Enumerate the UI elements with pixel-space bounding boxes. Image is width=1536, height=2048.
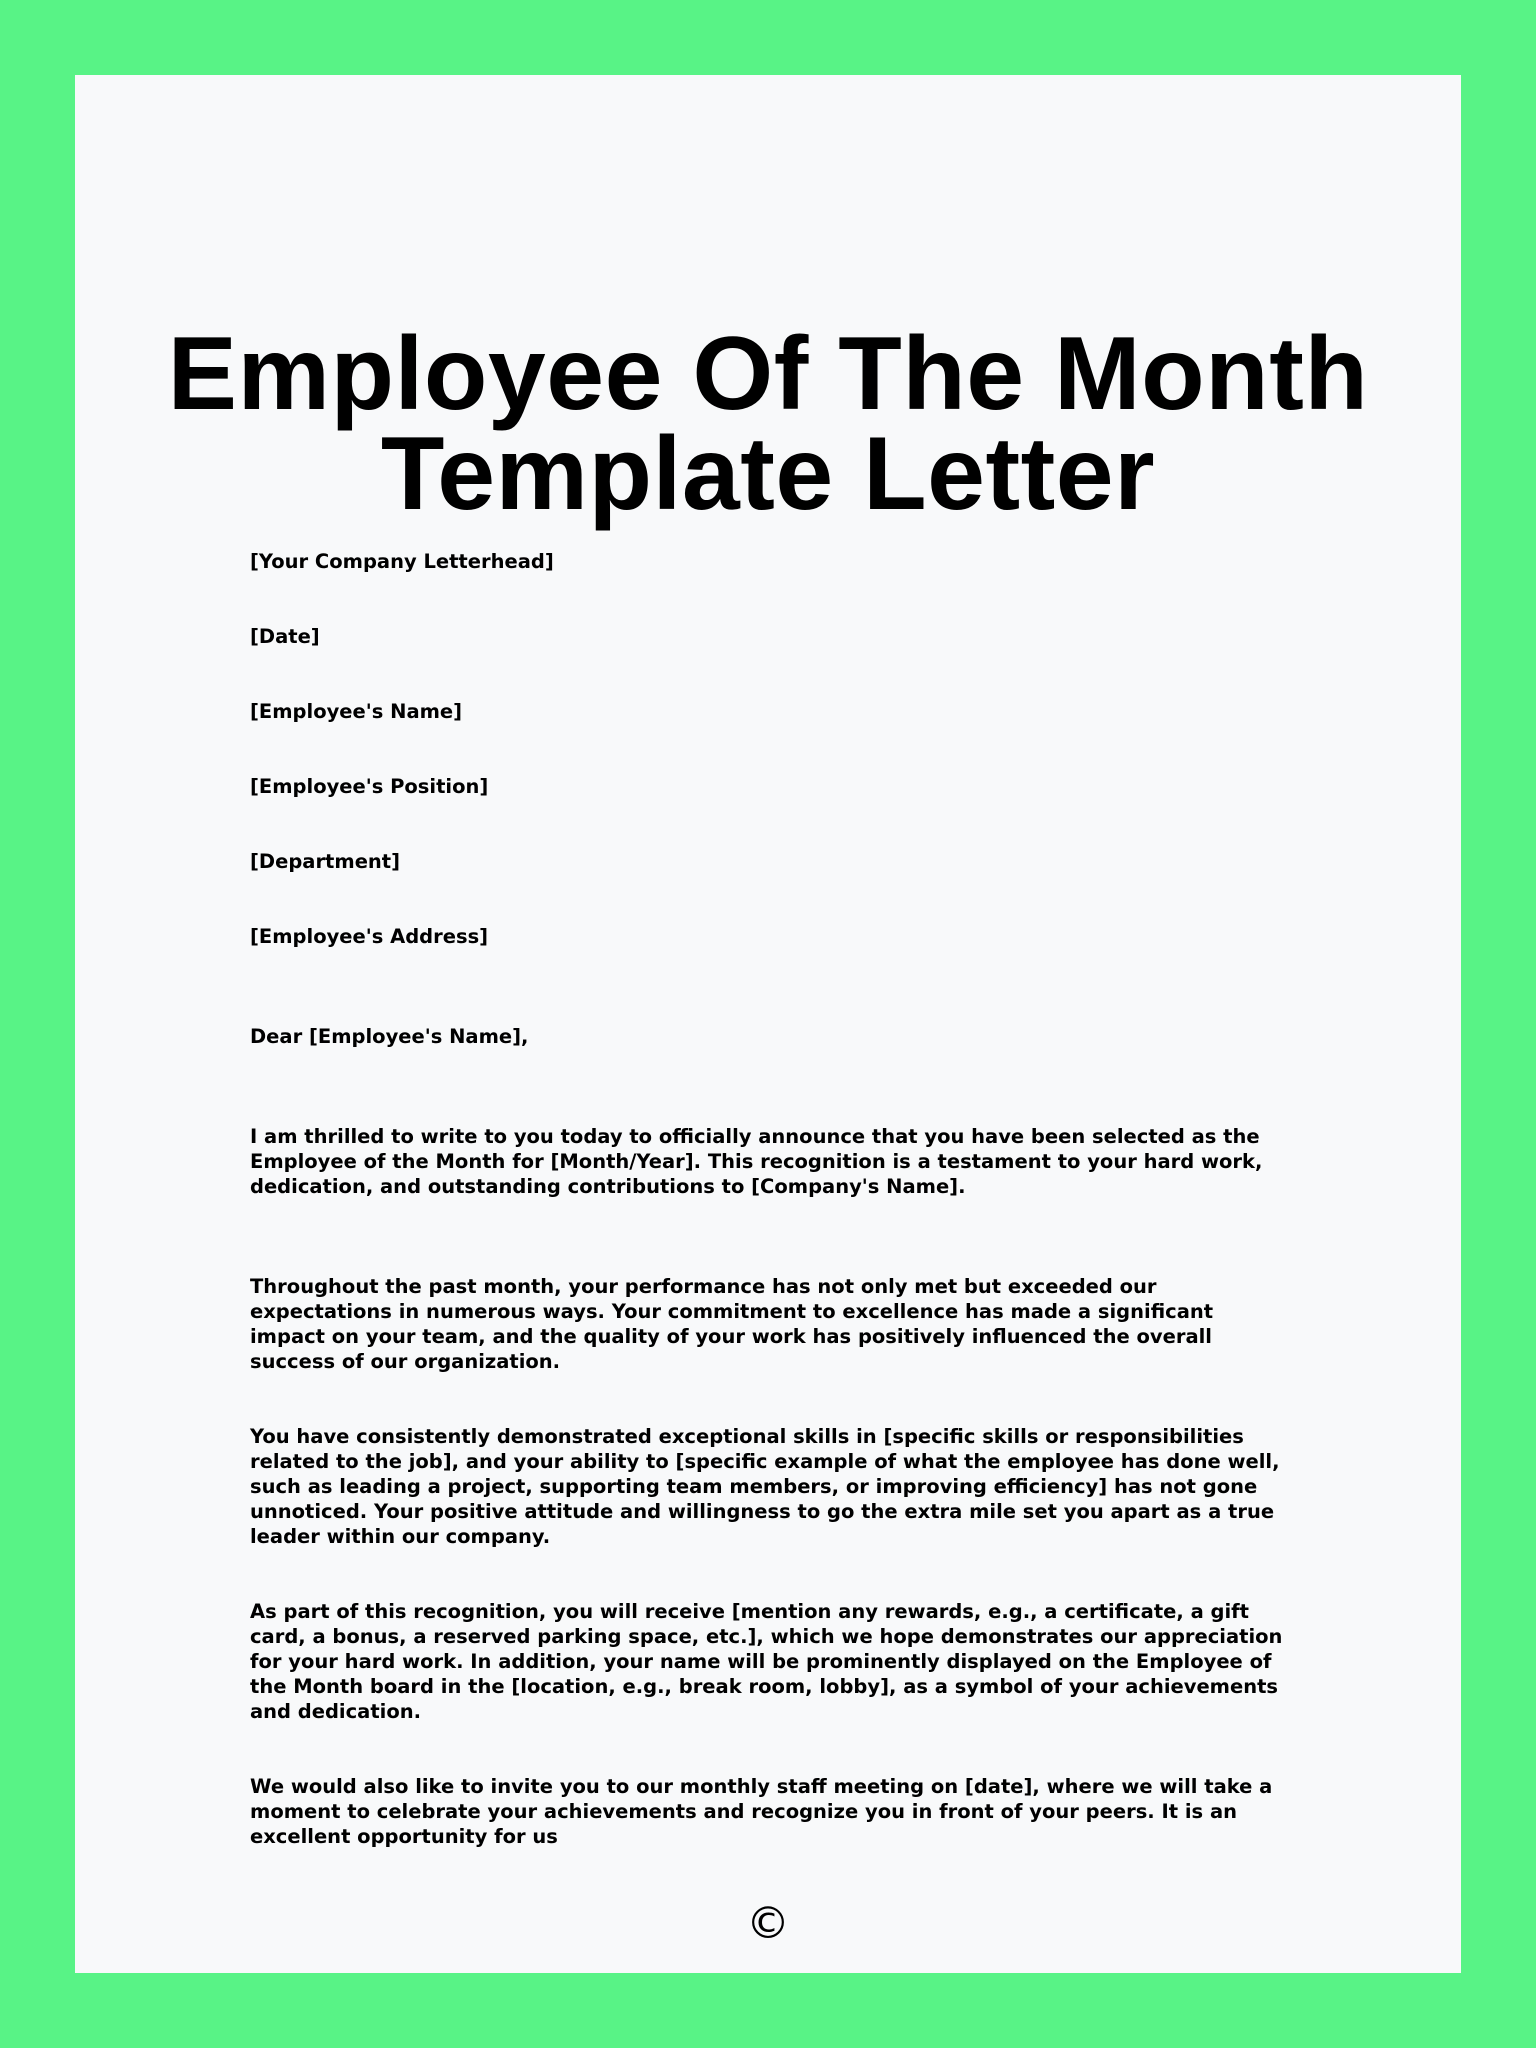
paragraph-invitation: We would also like to invite you to our monthly staff meeting on [date], where we will take a moment to celebrate your achievements and recognize you in front of your peers. It is an excellent opportunity for us — [250, 1775, 1273, 1848]
salutation: Dear [Employee's Name], — [250, 1025, 529, 1048]
title-line-2: Template Letter — [380, 416, 1156, 532]
employee-address-field: [Employee's Address] — [250, 925, 489, 948]
date-field: [Date] — [250, 625, 320, 648]
paragraph-skills: You have consistently demonstrated exceptional skills in [specific skills or responsibilities related to the job], and your ability to [specific example of what the employee has done well, such as leading a project, supporting team members, or improving efficiency] has not gone unnoticed. Your positive attitude and willingness to go the extra mile set you apart as a true leader within our company. — [250, 1425, 1280, 1548]
copyright-icon: © — [746, 1898, 790, 1949]
letter-page — [75, 75, 1461, 1973]
company-letterhead-field: [Your Company Letterhead] — [250, 550, 554, 573]
paragraph-rewards: As part of this recognition, you will receive [mention any rewards, e.g., a certificate, a gift card, a bonus, a reserved parking space, etc.], which we hope demonstrates our appreciation for your hard work. In addition, your name will be prominently displayed on the Employee of the Month board in the [location, e.g., break room, lobby], as a symbol of your achievements and dedication. — [250, 1600, 1283, 1723]
department-field: [Department] — [250, 850, 401, 873]
employee-name-field: [Employee's Name] — [250, 700, 463, 723]
paragraph-performance: Throughout the past month, your performance has not only met but exceeded our expectations in numerous ways. Your commitment to excellence has made a significant impact on your team, and the quality of your work has positively influenced the overall success of our organization. — [250, 1275, 1214, 1373]
page-title — [75, 316, 1461, 532]
employee-position-field: [Employee's Position] — [250, 775, 489, 798]
paragraph-announcement: I am thrilled to write to you today to officially announce that you have been selected as the Employee of the Month for [Month/Year]. This recognition is a testament to your hard work, dedication, and outstanding contributions to [Company's Name]. — [250, 1125, 1263, 1198]
title-line-1: Employee Of The Month — [167, 316, 1369, 432]
